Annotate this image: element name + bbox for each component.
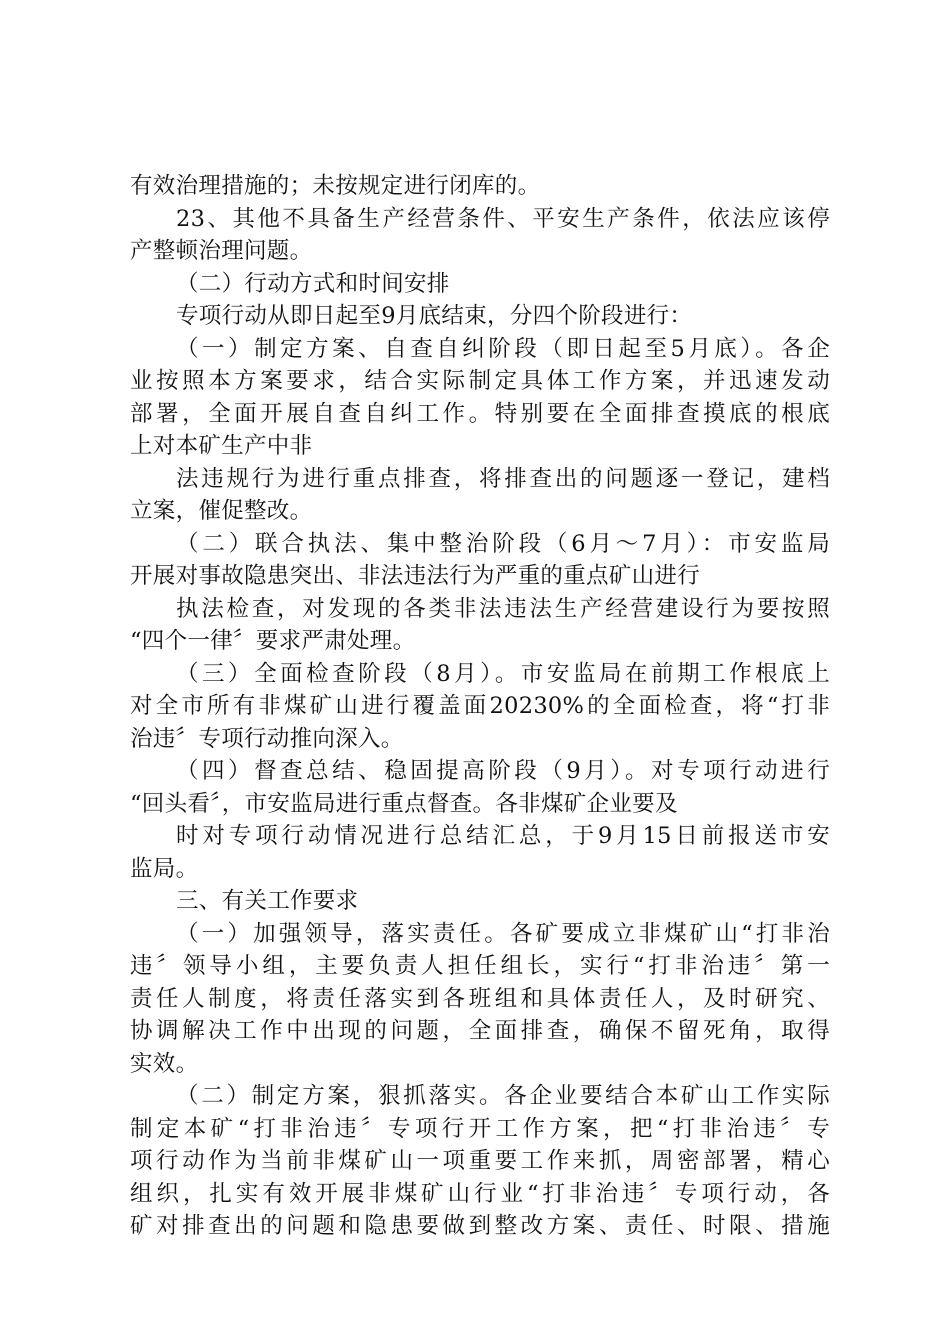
- text-line: 治违〞专项行动推向深入。: [130, 725, 404, 752]
- text-line: 有效治理措施的；未按规定进行闭库的。: [130, 173, 541, 199]
- text-line: 时对专项行动情况进行总结汇总，于9月15日前报送市安: [176, 823, 830, 849]
- text-line: 责任人制度，将责任落实到各班组和具体责任人，及时研究、: [130, 985, 830, 1012]
- text-line: （一）制定方案、自查自纠阶段（即日起至5月底）。各企: [176, 335, 830, 362]
- text-line: （三）全面检查阶段（8月）。市安监局在前期工作根底上: [176, 660, 830, 687]
- text-line: 实效。: [130, 1050, 199, 1077]
- text-line: 法违规行为进行重点排查，将排查出的问题逐一登记，建档: [176, 465, 830, 492]
- text-line: （一）加强领导，落实责任。各矿要成立非煤矿山“打非治: [176, 920, 830, 947]
- text-line: 开展对事故隐患突出、非法违法行为严重的重点矿山进行: [130, 563, 701, 589]
- text-line: 对全市所有非煤矿山进行覆盖面20230%的全面检查，将“打非: [130, 693, 830, 719]
- text-line: 制定本矿“打非治违〞专项行开工作方案，把“打非治违〞专: [130, 1115, 830, 1142]
- text-line: 矿对排查出的问题和隐患要做到整改方案、责任、时限、措施: [130, 1213, 830, 1239]
- text-line: 业按照本方案要求，结合实际制定具体工作方案，并迅速发动: [130, 368, 830, 394]
- text-line: 协调解决工作中出现的问题，全面排查，确保不留死角，取得: [130, 1018, 830, 1044]
- section-heading: （二）行动方式和时间安排: [176, 270, 450, 297]
- text-line: 执法检查，对发现的各类非法违法生产经营建设行为要按照: [176, 595, 830, 622]
- text-line: 违〞领导小组，主要负责人担任组长，实行“打非治违〞第一: [130, 953, 830, 979]
- text-line: 23、其他不具备生产经营条件、平安生产条件，依法应该停: [176, 205, 830, 232]
- text-line: 部署，全面开展自查自纠工作。特别要在全面排查摸底的根底: [130, 400, 830, 427]
- document-body: [130, 170, 830, 1243]
- section-heading: 三、有关工作要求: [176, 888, 359, 914]
- text-line: 项行动作为当前非煤矿山一项重要工作来抓，周密部署，精心: [130, 1148, 830, 1174]
- text-line: 监局。: [130, 855, 199, 882]
- text-line: 产整顿治理问题。: [130, 238, 313, 264]
- text-line: “四个一律〞要求严肃处理。: [130, 628, 416, 654]
- text-line: 组织，扎实有效开展非煤矿山行业“打非治违〞专项行动，各: [130, 1180, 830, 1207]
- text-line: 立案，催促整改。: [130, 498, 313, 524]
- text-line: 专项行动从即日起至9月底结束，分四个阶段进行：: [176, 303, 693, 329]
- text-line: （四）督查总结、稳固提高阶段（9月）。对专项行动进行: [176, 758, 830, 784]
- text-line: “回头看〞，市安监局进行重点督查。各非煤矿企业要及: [130, 790, 678, 817]
- text-line: （二）制定方案，狠抓落实。各企业要结合本矿山工作实际: [176, 1083, 830, 1109]
- text-line: （二）联合执法、集中整治阶段（6月～7月）：市安监局: [176, 530, 830, 557]
- text-line: 上对本矿生产中非: [130, 433, 313, 459]
